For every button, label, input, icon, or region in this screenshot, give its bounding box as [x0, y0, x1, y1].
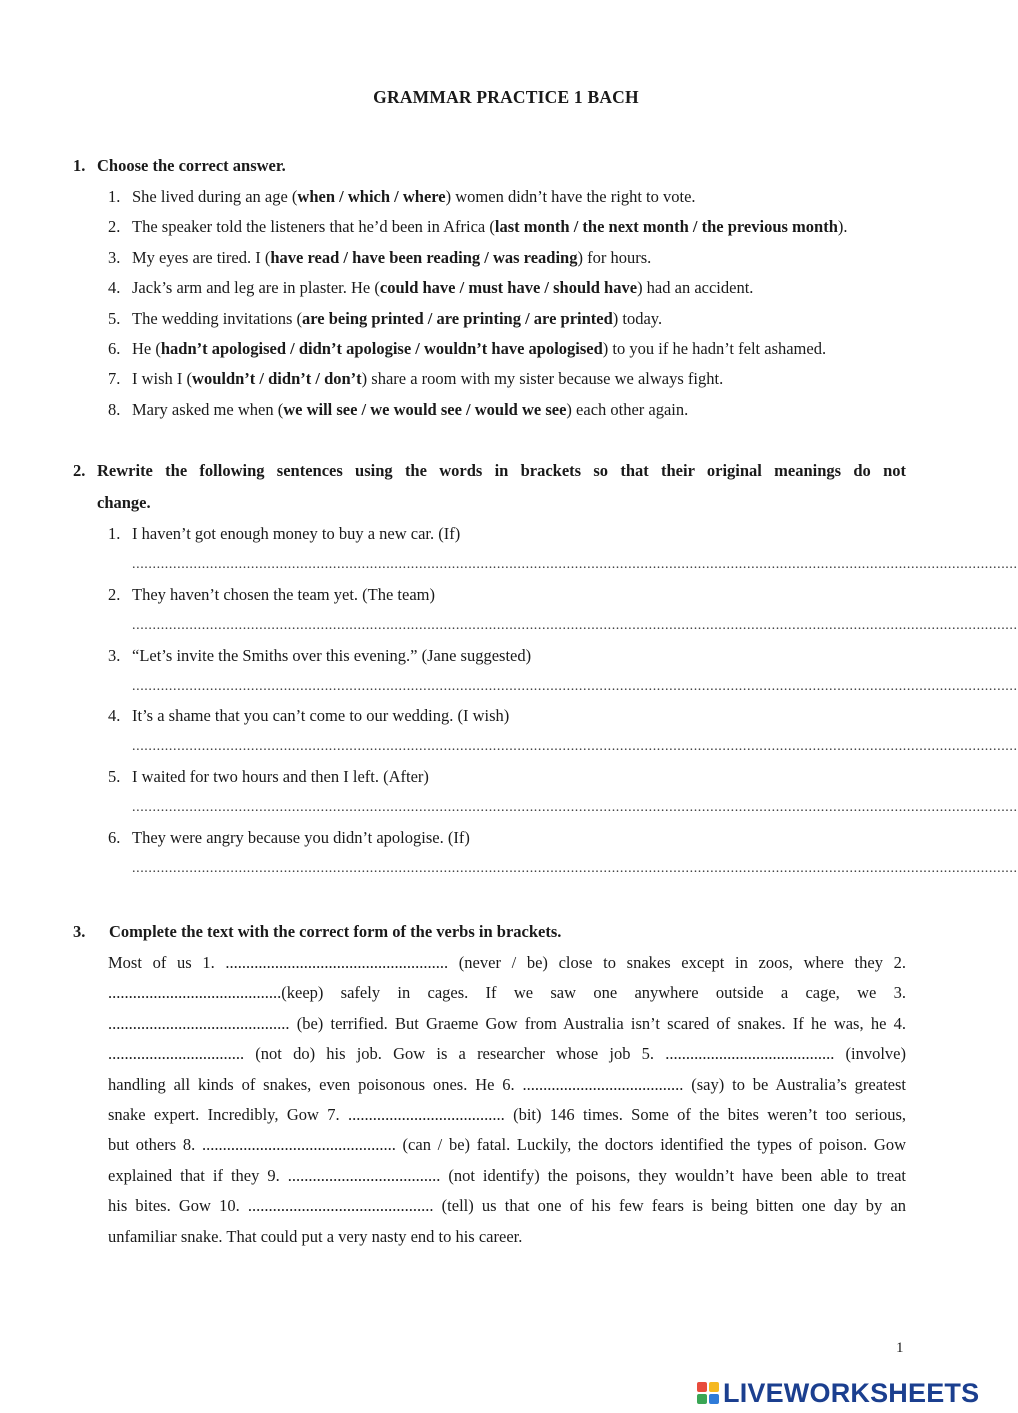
- section-2-heading-line2: change.: [97, 493, 151, 512]
- section-1-number: 1.: [73, 156, 86, 175]
- question-suffix: ) each other again.: [566, 399, 689, 419]
- question-suffix: ) for hours.: [577, 247, 652, 267]
- question-number: 2.: [108, 217, 121, 237]
- paragraph-line: explained that if they 9. ..................................... (not identify) the poisons, they wouldn’t have been able to treat: [108, 1165, 906, 1185]
- section-1-title: Choose the correct answer.: [97, 156, 286, 175]
- question-text: [132, 248, 651, 268]
- section-3-title: Complete the text with the correct form of the verbs in brackets.: [109, 922, 562, 941]
- question-text: [132, 369, 723, 389]
- logo-text: LIVEWORKSHEETS: [723, 1377, 980, 1408]
- answer-options[interactable]: have read / have been reading / was reading: [270, 247, 578, 267]
- question-number: 6.: [108, 339, 121, 358]
- sentence-number: 6.: [108, 828, 121, 847]
- question-suffix: ) women didn’t have the right to vote.: [445, 187, 696, 206]
- question-suffix: ) had an accident.: [637, 278, 754, 298]
- question-number: 5.: [108, 308, 121, 328]
- paragraph-line: handling all kinds of snakes, even poisonous ones. He 6. ....................................... (say) to be Australia’s greatest: [108, 1074, 906, 1094]
- question-number: 1.: [108, 187, 121, 206]
- sentence-text: I haven’t got enough money to buy a new car. (If): [132, 524, 461, 543]
- question-number: 3.: [108, 247, 121, 267]
- answer-options[interactable]: could have / must have / should have: [379, 278, 638, 298]
- section-2-title-line1: Rewrite the following sentences using the words in brackets so that their original meanings do not: [97, 461, 906, 480]
- question-suffix: ) share a room with my sister because we always fight.: [361, 369, 724, 389]
- question-text: [132, 187, 696, 207]
- sentence-number: 3.: [108, 645, 121, 665]
- paragraph-line: snake expert. Incredibly, Gow 7. ...................................... (bit) 146 times. Some of the bites weren’t too serious,: [108, 1105, 906, 1124]
- section-2-heading: [73, 461, 906, 481]
- question-prefix: Jack’s arm and leg are in plaster. He (: [132, 278, 380, 298]
- question-text: [132, 339, 826, 359]
- answer-options[interactable]: are being printed / are printing / are printed: [302, 308, 613, 328]
- sentence-number: 5.: [108, 767, 121, 787]
- answer-line[interactable]: ........................................................................................................................................................................................................................: [132, 861, 1018, 876]
- question-prefix: Mary asked me when (: [132, 399, 284, 419]
- section-3-heading: [73, 922, 561, 942]
- paragraph-line: ............................................ (be) terrified. But Graeme Gow from Australia isn’t scared of snakes. If he was, he 4.: [108, 1013, 906, 1033]
- answer-line[interactable]: ........................................................................................................................................................................................................................: [132, 557, 1018, 572]
- answer-line[interactable]: ........................................................................................................................................................................................................................: [132, 739, 1018, 755]
- question-text: [132, 278, 753, 298]
- sentence-number: 2.: [108, 584, 121, 604]
- answer-options[interactable]: hadn’t apologised / didn’t apologise / wouldn’t have apologised: [160, 339, 603, 358]
- logo-icon: [697, 1382, 719, 1404]
- question-prefix: My eyes are tired. I (: [132, 247, 271, 267]
- sentence-text: It’s a shame that you can’t come to our wedding. (I wish): [132, 706, 510, 726]
- sentence-text: They were angry because you didn’t apologise. (If): [132, 828, 470, 847]
- answer-options[interactable]: last month / the next month / the previous month: [494, 217, 838, 237]
- question-number: 8.: [108, 399, 121, 419]
- answer-options[interactable]: we will see / we would see / would we see: [283, 399, 567, 419]
- question-text: [132, 309, 662, 329]
- question-prefix: He (: [132, 339, 161, 358]
- sentence-number: 1.: [108, 524, 121, 543]
- section-1-heading: [73, 156, 286, 176]
- sentence-text: “Let’s invite the Smiths over this evening.” (Jane suggested): [132, 645, 532, 665]
- sentence-text: I waited for two hours and then I left. (After): [132, 767, 429, 787]
- question-suffix: ) today.: [612, 308, 663, 328]
- section-3-number: 3.: [73, 922, 86, 941]
- page-number: 1: [896, 1340, 904, 1356]
- paragraph-line: ..........................................(keep) safely in cages. If we saw one anywhere outside a cage, we 3.: [108, 983, 906, 1003]
- question-prefix: The speaker told the listeners that he’d been in Africa (: [132, 217, 495, 237]
- question-prefix: I wish I (: [132, 369, 193, 389]
- answer-options[interactable]: wouldn’t / didn’t / don’t: [192, 369, 362, 389]
- liveworksheets-logo: [697, 1378, 979, 1408]
- answer-line[interactable]: ........................................................................................................................................................................................................................: [132, 678, 1018, 694]
- answer-options[interactable]: when / which / where: [297, 187, 446, 206]
- question-number: 4.: [108, 278, 121, 298]
- question-number: 7.: [108, 369, 121, 389]
- paragraph-line: ................................. (not do) his job. Gow is a researcher whose job 5. ......................................... (involve): [108, 1044, 906, 1064]
- question-text: [132, 217, 848, 237]
- paragraph-line: Most of us 1. ...................................................... (never / be) close to snakes except in zoos, where they 2.: [108, 953, 906, 972]
- section-2-number: 2.: [73, 461, 86, 480]
- paragraph-line: but others 8. ............................................... (can / be) fatal. Luckily, the doctors identified the types of poison. Gow: [108, 1135, 906, 1155]
- page-title: GRAMMAR PRACTICE 1 BACH: [373, 87, 639, 107]
- question-text: [132, 400, 688, 420]
- question-suffix: ) to you if he hadn’t felt ashamed.: [602, 339, 827, 358]
- paragraph-line: unfamiliar snake. That could put a very nasty end to his career.: [108, 1226, 523, 1246]
- answer-line[interactable]: ........................................................................................................................................................................................................................: [132, 617, 1018, 633]
- paragraph-line: his bites. Gow 10. ............................................. (tell) us that one of his few fears is being bitten one day by an: [108, 1196, 906, 1216]
- question-suffix: ).: [837, 217, 848, 237]
- answer-line[interactable]: ........................................................................................................................................................................................................................: [132, 800, 1018, 816]
- sentence-number: 4.: [108, 706, 121, 726]
- question-prefix: The wedding invitations (: [132, 308, 303, 328]
- sentence-text: They haven’t chosen the team yet. (The team): [132, 584, 435, 604]
- question-prefix: She lived during an age (: [132, 187, 298, 206]
